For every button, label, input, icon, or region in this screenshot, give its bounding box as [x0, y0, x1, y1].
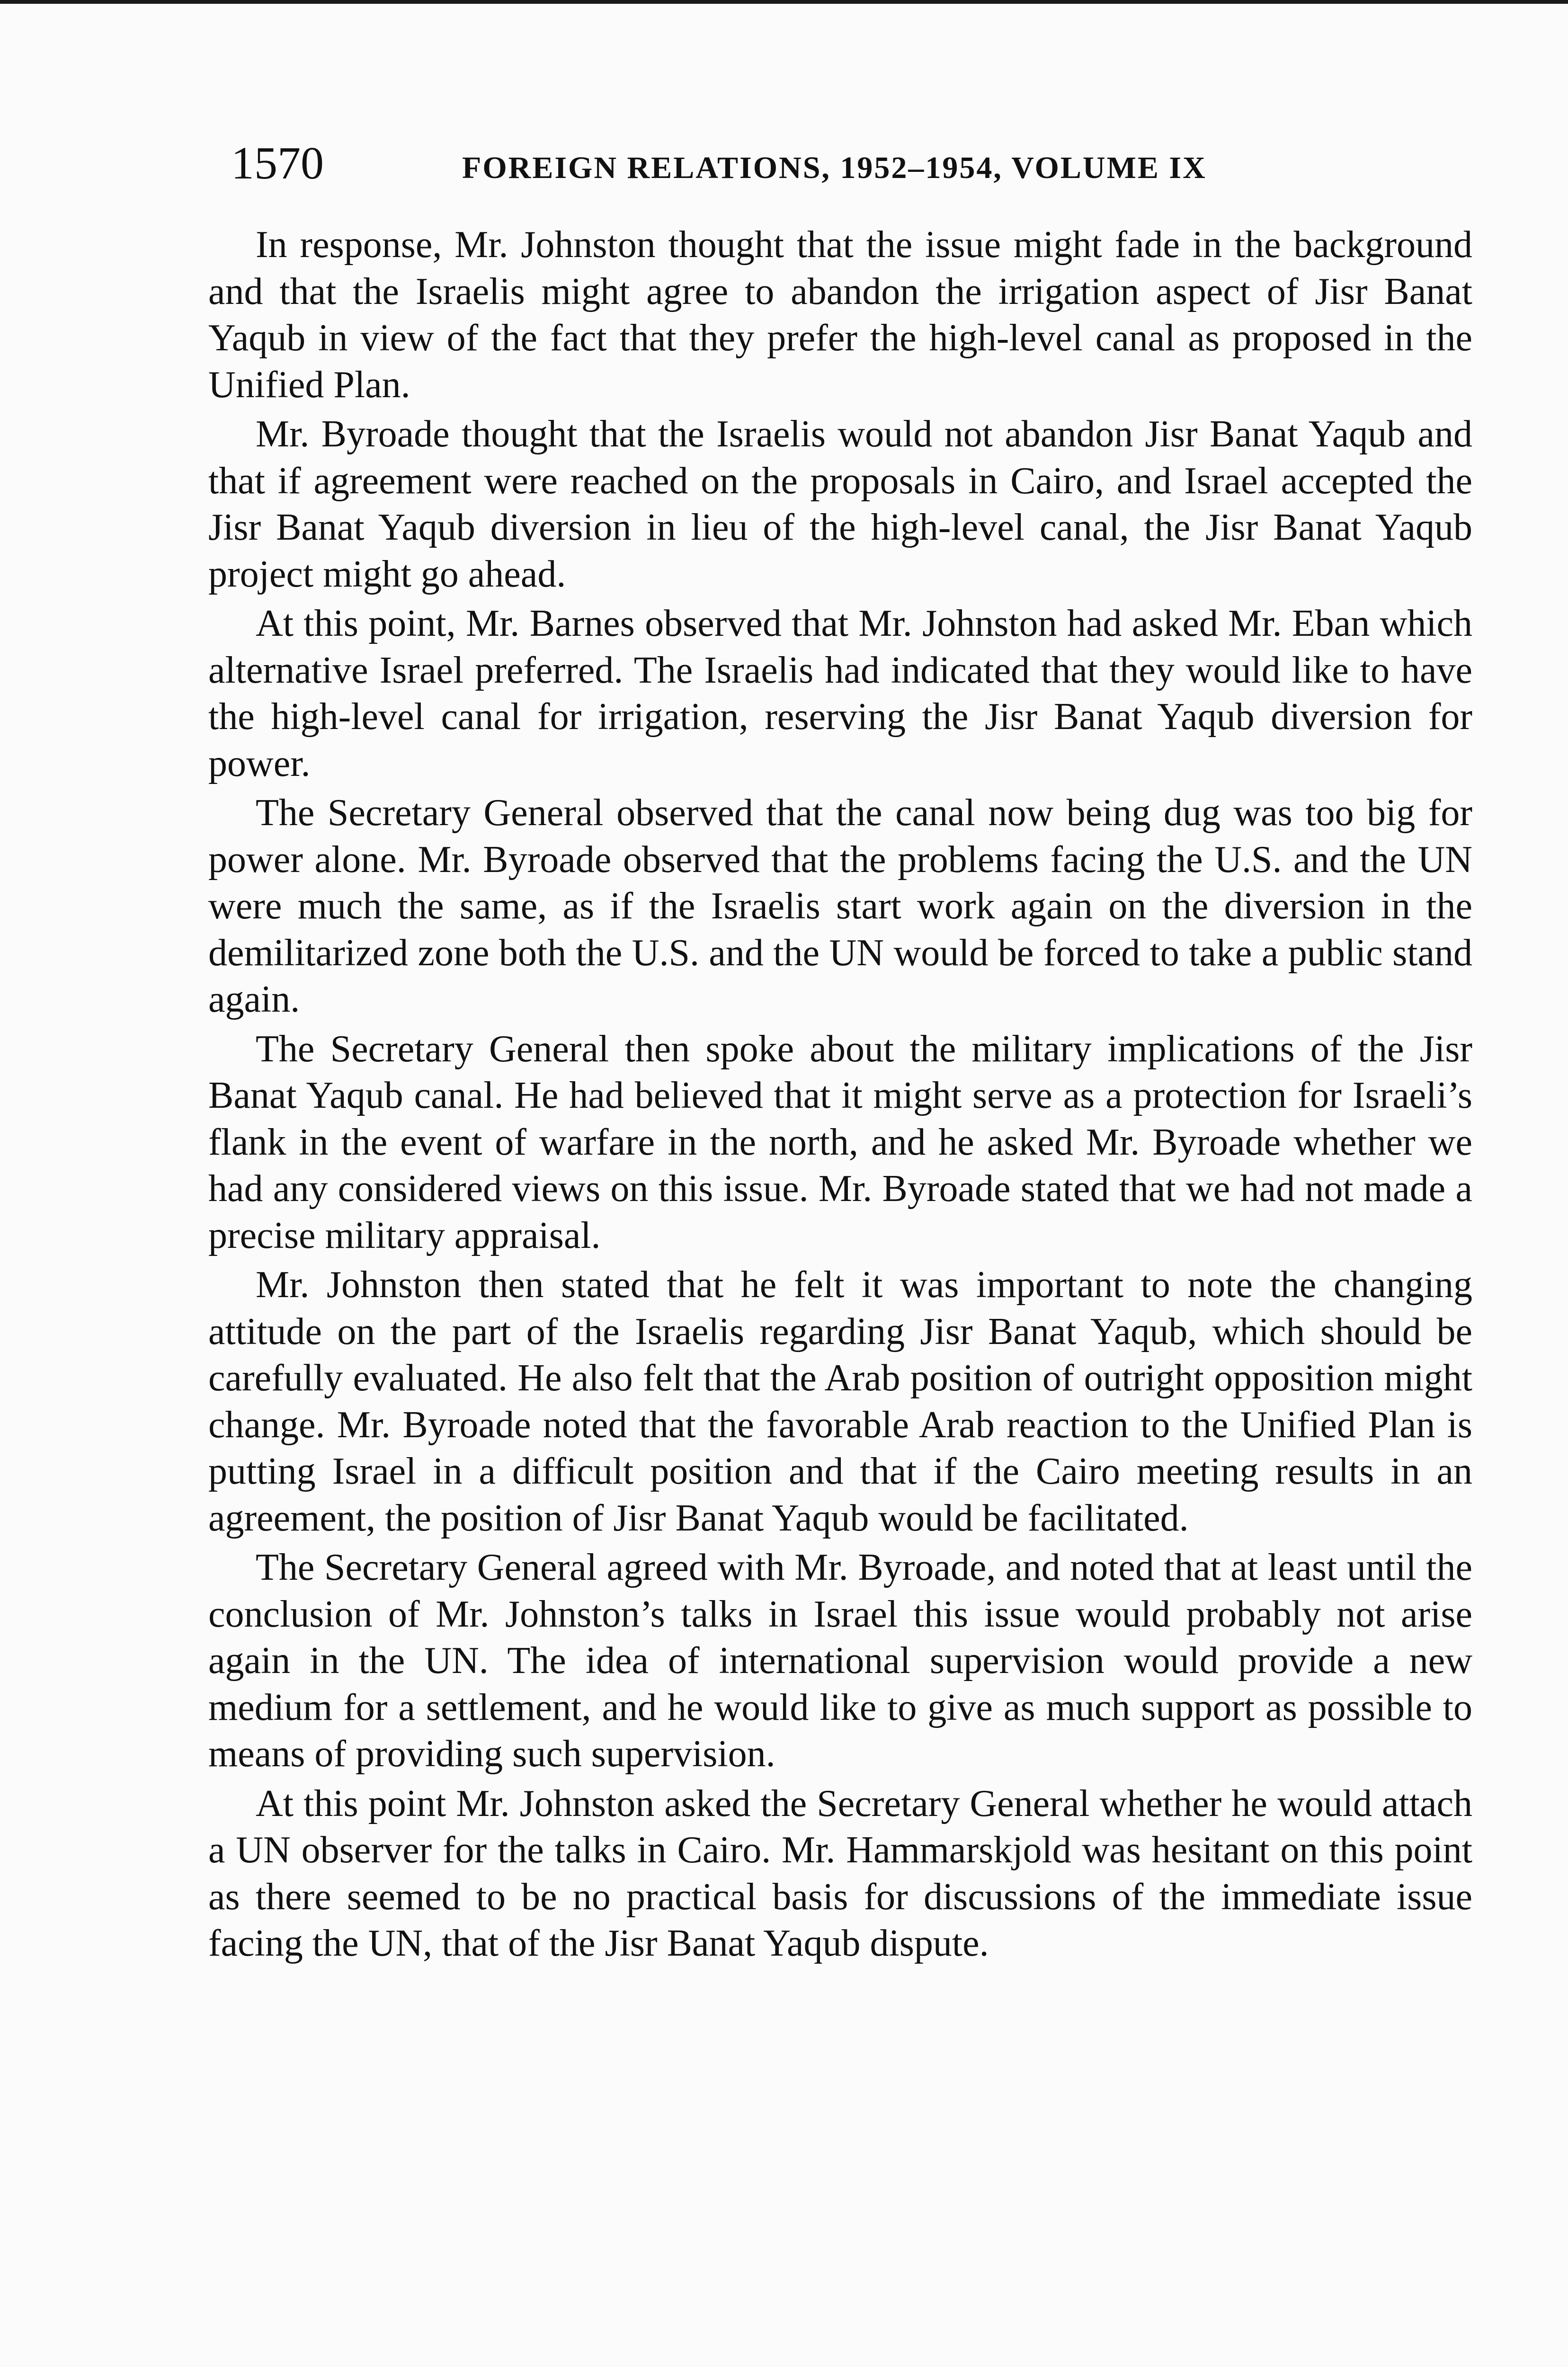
paragraph: At this point Mr. Johnston asked the Secretary General whether he would attach a UN observer for the talks in Cairo. Mr. Hammarskjold was hesitant on this point as there seemed to be no practical basis for discussions of the immediate issue facing the UN, that of the Jisr Banat Yaqub dispute.	[208, 1782, 1472, 1964]
paragraph: At this point, Mr. Barnes observed that Mr. Johnston had asked Mr. Eban which alternative Israel preferred. The Israelis had indicated that they would like to have the high-level canal for irrigation, reserving the Jisr Banat Yaqub diversion for power.	[208, 603, 1472, 784]
paragraph: In response, Mr. Johnston thought that the issue might fade in the background and that the Israelis might agree to abandon the irrigation aspect of Jisr Banat Yaqub in view of the fact that they prefer the high-level canal as proposed in the Unified Plan.	[208, 224, 1472, 406]
scan-top-edge	[0, 0, 1568, 4]
paragraph: Mr. Byroade thought that the Israelis would not abandon Jisr Banat Yaqub and that if agreement were reached on the proposals in Cairo, and Israel accepted the Jisr Banat Yaqub diversion in lieu of the high-level canal, the Jisr Banat Yaqub project might go ahead.	[208, 413, 1472, 595]
paragraph: The Secretary General then spoke about the military implications of the Jisr Banat Yaqub canal. He had believed that it might serve as a protection for Israeli’s flank in the event of warfare in the north, and he asked Mr. Byroade whether we had any considered views on this issue. Mr. Byroade stated that we had not made a precise military appraisal.	[208, 1028, 1472, 1256]
paragraph: The Secretary General observed that the canal now being dug was too big for power alone. Mr. Byroade observed that the problems facing the U.S. and the UN were much the same, as if the Israelis start work again on the diversion in the demilitarized zone both the U.S. and the UN would be forced to take a public stand again.	[208, 792, 1472, 1020]
running-head-title: FOREIGN RELATIONS, 1952–1954, VOLUME IX	[462, 151, 1207, 185]
paragraph: The Secretary General agreed with Mr. Byroade, and noted that at least until the conclusion of Mr. Johnston’s talks in Israel this issue would probably not arise again in the UN. The idea of international supervision would provide a new medium for a settlement, and he would like to give as much support as possible to means of providing such supervision.	[208, 1547, 1472, 1775]
page-number: 1570	[231, 138, 324, 189]
body-text	[208, 222, 1472, 1970]
paragraph: Mr. Johnston then stated that he felt it was important to note the changing attitude on the part of the Israelis regarding Jisr Banat Yaqub, which should be carefully evaluated. He also felt that the Arab position of outright opposition might change. Mr. Byroade noted that the favorable Arab reaction to the Unified Plan is putting Israel in a difficult position and that if the Cairo meeting results in an agreement, the position of Jisr Banat Yaqub would be facilitated.	[208, 1264, 1472, 1539]
running-head	[231, 135, 1367, 192]
